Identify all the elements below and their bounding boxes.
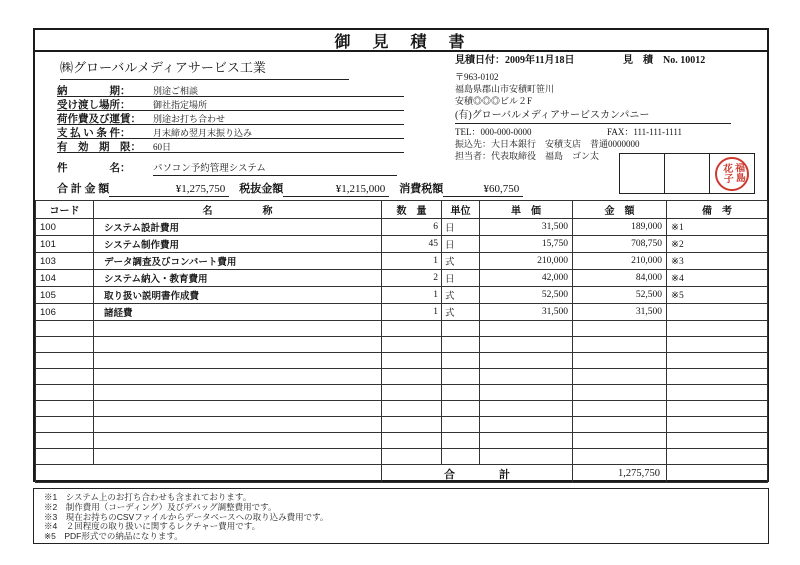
field-label: 荷作費及び運賃：	[57, 114, 141, 125]
empty-cell	[480, 337, 573, 353]
item-unit: 式	[442, 287, 480, 304]
subject-label: 件 名：	[57, 163, 131, 174]
item-amount: 52,500	[573, 287, 667, 304]
item-amount: 84,000	[573, 270, 667, 287]
field-value: 月末締め翌月末振り込み	[153, 128, 253, 138]
estimate-items-table	[35, 200, 768, 483]
item-name: データ調査及びコンバート費用	[94, 253, 382, 270]
empty-cell	[36, 353, 94, 369]
item-unit: 日	[442, 219, 480, 236]
empty-cell	[667, 385, 768, 401]
item-name: システム設計費用	[94, 219, 382, 236]
table-empty-row	[36, 401, 768, 417]
item-name: 諸経費	[94, 304, 382, 321]
empty-cell	[94, 401, 382, 417]
field-subject	[57, 158, 397, 176]
header-name: 名 称	[94, 201, 382, 219]
total-row-blank	[36, 465, 382, 483]
empty-cell	[382, 321, 442, 337]
item-amount: 189,000	[573, 219, 667, 236]
empty-cell	[382, 337, 442, 353]
table-empty-row	[36, 369, 768, 385]
item-unit: 日	[442, 236, 480, 253]
table-empty-row	[36, 337, 768, 353]
empty-cell	[573, 449, 667, 465]
item-remark: ※1	[667, 219, 768, 236]
item-unit-price: 15,750	[480, 236, 573, 253]
field-label: 受け渡し場所：	[57, 100, 131, 111]
table-row	[36, 304, 768, 321]
document-title: 御 見 積 書	[334, 33, 468, 51]
item-name: システム制作費用	[94, 236, 382, 253]
empty-cell	[94, 337, 382, 353]
field-payment-terms	[57, 125, 404, 139]
field-delivery-date	[57, 83, 404, 97]
empty-cell	[382, 369, 442, 385]
empty-cell	[382, 401, 442, 417]
tax-label: 消費税額	[399, 183, 444, 195]
item-unit-price: 31,500	[480, 304, 573, 321]
issuer-address-line1: 福島県郡山市安積町笹川	[455, 84, 555, 94]
empty-cell	[667, 337, 768, 353]
header-unit-price: 単 価	[480, 201, 573, 219]
empty-cell	[382, 353, 442, 369]
subtotal-value: ¥1,215,000	[283, 183, 389, 197]
table-row	[36, 287, 768, 304]
title-band	[35, 30, 767, 52]
empty-cell	[573, 417, 667, 433]
empty-cell	[94, 353, 382, 369]
empty-cell	[667, 401, 768, 417]
table-empty-row	[36, 417, 768, 433]
empty-cell	[573, 385, 667, 401]
item-code: 106	[36, 304, 94, 321]
header-qty: 数 量	[382, 201, 442, 219]
item-qty: 2	[382, 270, 442, 287]
item-unit-price: 52,500	[480, 287, 573, 304]
empty-cell	[480, 353, 573, 369]
empty-cell	[573, 433, 667, 449]
empty-cell	[382, 385, 442, 401]
table-empty-row	[36, 385, 768, 401]
empty-cell	[36, 321, 94, 337]
item-unit: 式	[442, 253, 480, 270]
seal-name-text: 福島花子	[720, 161, 745, 183]
empty-cell	[667, 417, 768, 433]
empty-cell	[667, 369, 768, 385]
item-qty: 1	[382, 253, 442, 270]
empty-cell	[480, 321, 573, 337]
summary-amounts	[57, 180, 523, 197]
empty-cell	[442, 449, 480, 465]
issuer-contact-person: 担当者：代表取締役 福島 ゴン太	[455, 151, 600, 161]
table-row	[36, 236, 768, 253]
empty-cell	[36, 385, 94, 401]
item-qty: 45	[382, 236, 442, 253]
empty-cell	[480, 369, 573, 385]
field-validity	[57, 139, 404, 153]
empty-cell	[94, 433, 382, 449]
hanko-seal-icon	[714, 155, 750, 191]
item-qty: 6	[382, 219, 442, 236]
empty-cell	[442, 337, 480, 353]
empty-cell	[36, 433, 94, 449]
footnote-4: ※4 ２回程度の取り扱いに関するレクチャー費用です。	[44, 521, 261, 532]
empty-cell	[573, 337, 667, 353]
empty-cell	[94, 321, 382, 337]
issuer-company-name: (有)グローバルメディアサービスカンパニー	[455, 110, 731, 124]
item-remark: ※2	[667, 236, 768, 253]
empty-cell	[442, 433, 480, 449]
item-code: 100	[36, 219, 94, 236]
empty-cell	[667, 433, 768, 449]
header-amount: 金 額	[573, 201, 667, 219]
empty-cell	[573, 353, 667, 369]
total-label: 合 計	[382, 465, 573, 483]
item-code: 104	[36, 270, 94, 287]
empty-cell	[36, 449, 94, 465]
empty-cell	[442, 369, 480, 385]
footnote-5: ※5 PDF形式での納品になります。	[44, 531, 183, 542]
field-label: 支 払 い 条 件：	[57, 128, 131, 139]
approval-stamp-box	[619, 153, 755, 194]
header-code: コード	[36, 201, 94, 219]
footnote-2: ※2 制作費用（コーディング）及びデバッグ調整費用です。	[44, 501, 277, 512]
table-empty-row	[36, 449, 768, 465]
empty-cell	[36, 337, 94, 353]
item-remark: ※5	[667, 287, 768, 304]
document-frame	[33, 28, 769, 482]
empty-cell	[442, 353, 480, 369]
item-unit-price: 42,000	[480, 270, 573, 287]
item-qty: 1	[382, 304, 442, 321]
issuer-fax: FAX：111-111-1111	[607, 127, 682, 137]
empty-cell	[36, 401, 94, 417]
field-value: 御社指定場所	[153, 100, 208, 110]
empty-cell	[94, 385, 382, 401]
tax-value: ¥60,750	[443, 183, 523, 197]
issuer-tel: TEL：000-000-0000	[455, 127, 532, 137]
empty-cell	[36, 417, 94, 433]
header-remarks: 備 考	[667, 201, 768, 219]
item-name: システム納入・教育費用	[94, 270, 382, 287]
item-remark	[667, 304, 768, 321]
empty-cell	[480, 385, 573, 401]
empty-cell	[442, 321, 480, 337]
item-unit: 式	[442, 304, 480, 321]
field-value: 60日	[153, 142, 172, 152]
stamp-cell-1	[620, 154, 665, 193]
table-empty-row	[36, 321, 768, 337]
subtotal-label: 税抜金額	[239, 183, 284, 195]
item-qty: 1	[382, 287, 442, 304]
issuer-bank-info: 振込先：大日本銀行 安積支店 普通0000000	[455, 139, 640, 149]
item-name: 取り扱い説明書作成費	[94, 287, 382, 304]
table-empty-row	[36, 353, 768, 369]
footnotes-box	[33, 488, 769, 544]
stamp-cell-2	[665, 154, 710, 193]
empty-cell	[442, 401, 480, 417]
issuer-address-line2: 安積◎◎◎ビル２F	[455, 96, 533, 106]
document-header	[35, 52, 767, 200]
empty-cell	[94, 417, 382, 433]
item-amount: 31,500	[573, 304, 667, 321]
table-row	[36, 270, 768, 287]
terms-fields	[57, 83, 404, 153]
issuer-tel-fax	[455, 126, 767, 138]
empty-cell	[573, 401, 667, 417]
grand-total-value: ¥1,275,750	[109, 183, 229, 197]
footnote-3: ※3 現在お持ちのCSVファイルからデータベースへの取り込み費用です。	[44, 511, 329, 522]
field-packing-freight	[57, 111, 404, 125]
item-amount: 708,750	[573, 236, 667, 253]
empty-cell	[442, 417, 480, 433]
item-code: 101	[36, 236, 94, 253]
customer-name: ㈱グローバルメディアサービス工業	[60, 57, 349, 80]
issuer-block	[455, 55, 767, 162]
field-label: 有 効 期 限：	[57, 142, 141, 153]
grand-total-label: 合 計 金 額	[57, 183, 110, 195]
empty-cell	[442, 385, 480, 401]
stamp-cell-3	[710, 154, 754, 193]
empty-cell	[667, 321, 768, 337]
item-unit-price: 31,500	[480, 219, 573, 236]
empty-cell	[573, 369, 667, 385]
field-value: 別途お打ち合わせ	[153, 114, 226, 124]
item-unit-price: 210,000	[480, 253, 573, 270]
table-row	[36, 253, 768, 270]
empty-cell	[94, 369, 382, 385]
estimate-date: 見積日付：2009年11月18日	[455, 55, 575, 66]
quote-table-body	[36, 201, 768, 483]
field-delivery-place	[57, 97, 404, 111]
table-empty-row	[36, 433, 768, 449]
header-unit: 単位	[442, 201, 480, 219]
total-row-remark	[667, 465, 768, 483]
table-header-row	[36, 201, 768, 219]
table-row	[36, 219, 768, 236]
empty-cell	[573, 321, 667, 337]
issuer-postal-code: 〒963-0102	[455, 72, 499, 82]
empty-cell	[382, 449, 442, 465]
item-amount: 210,000	[573, 253, 667, 270]
empty-cell	[480, 401, 573, 417]
empty-cell	[480, 449, 573, 465]
empty-cell	[480, 417, 573, 433]
field-label: 納 期：	[57, 86, 131, 97]
empty-cell	[382, 433, 442, 449]
item-unit: 日	[442, 270, 480, 287]
item-code: 103	[36, 253, 94, 270]
subject-value: パソコン予約管理システム	[153, 160, 397, 176]
item-remark: ※3	[667, 253, 768, 270]
total-amount: 1,275,750	[573, 465, 667, 483]
field-value: 別途ご相談	[153, 86, 199, 96]
item-remark: ※4	[667, 270, 768, 287]
empty-cell	[667, 449, 768, 465]
estimate-number: 見 積 No. 10012	[623, 55, 706, 66]
empty-cell	[480, 433, 573, 449]
table-total-row	[36, 465, 768, 483]
empty-cell	[94, 449, 382, 465]
empty-cell	[382, 417, 442, 433]
issue-meta	[455, 55, 767, 67]
footnote-1: ※1 システム上のお打ち合わせも含まれております。	[44, 492, 252, 502]
empty-cell	[667, 353, 768, 369]
empty-cell	[36, 369, 94, 385]
item-code: 105	[36, 287, 94, 304]
